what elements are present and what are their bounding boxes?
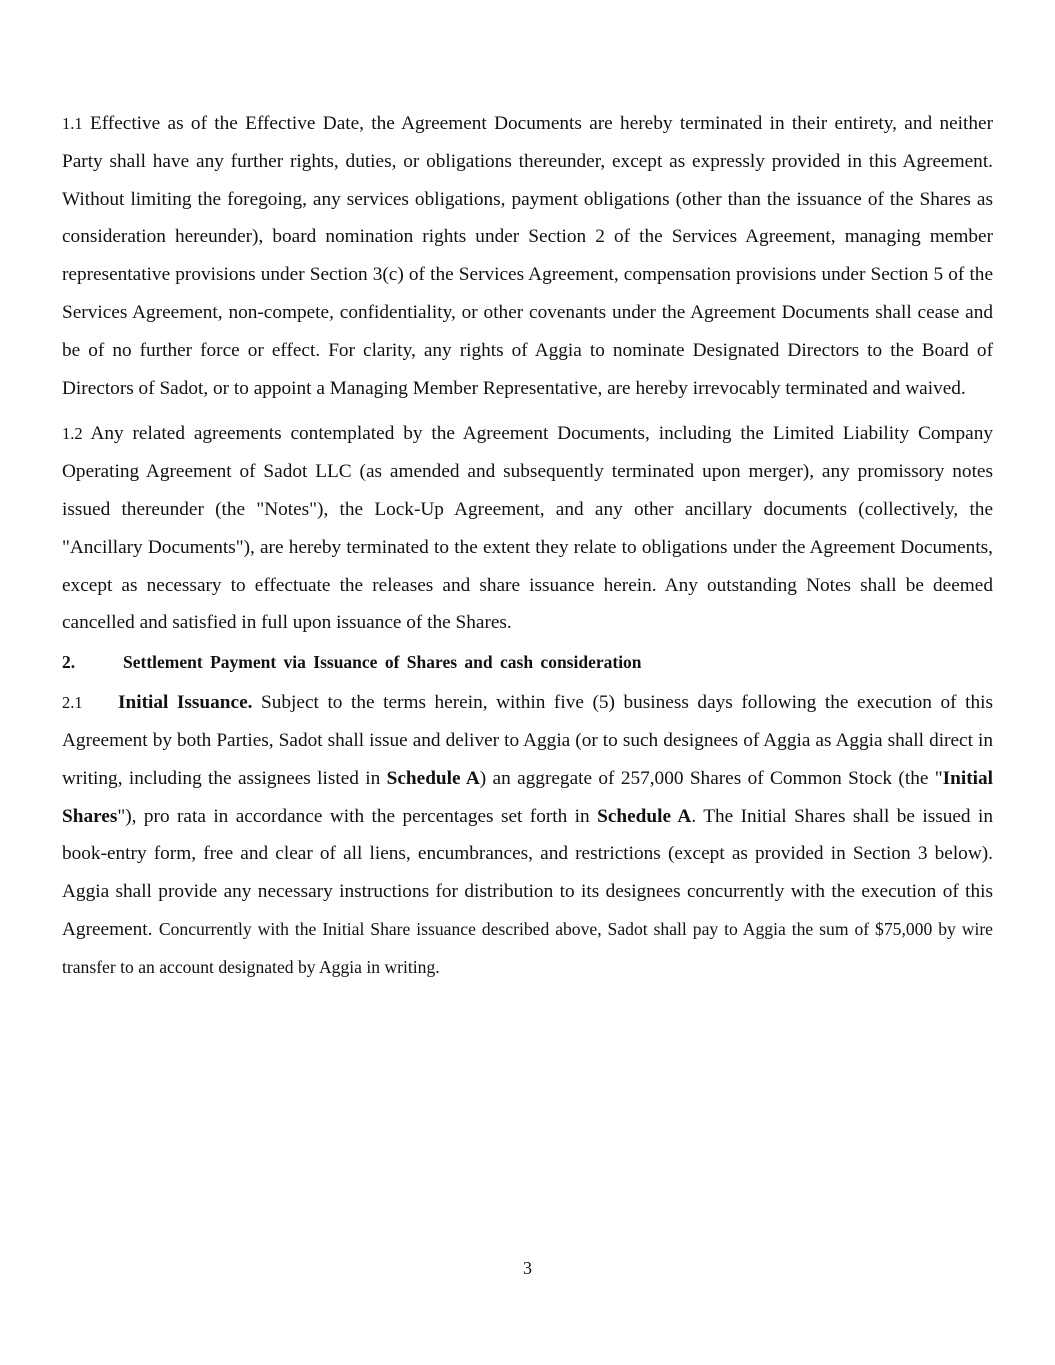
clause-number: 2.1 xyxy=(62,693,83,713)
paragraph-text: Any related agreements contemplated by the Agreement Documents, including the Limited Liability Company Operating Agreement of Sadot LLC (as amended and subsequently terminated upon merger), any promissory notes issued thereunder (the "Notes"), the Lock-Up Agreement, and any other ancillary documents (collectively, the "Ancillary Documents"), are hereby terminated to the extent they relate to obligations under the Agreement Documents, except as necessary to effectuate the releases and share issuance herein. Any outstanding Notes shall be deemed cancelled and satisfied in full upon issuance of the Shares. xyxy=(62,423,993,634)
paragraph-text: "), pro rata in accordance with the percentages set forth in xyxy=(117,805,590,827)
paragraph-1-2 xyxy=(62,415,993,642)
paragraph-text: ) an aggregate of 257,000 Shares of Common Stock (the " xyxy=(479,767,943,789)
paragraph-1-1 xyxy=(62,105,993,407)
paragraph-text: Subject to the terms herein, within five (5) business days following the execution of this Agreement by both Parties, Sadot shall issue and deliver to Aggia (or to such designees of Aggia as Aggia shall direct in writing, including the assignees listed in xyxy=(62,692,993,789)
page-number: 3 xyxy=(523,1258,532,1278)
section-title: Settlement Payment via Issuance of Shares and cash consideration xyxy=(123,652,642,673)
paragraph-2-1 xyxy=(62,684,993,986)
schedule-reference: Schedule A xyxy=(386,767,480,789)
clause-title: Initial Issuance. xyxy=(118,692,253,714)
schedule-reference: Schedule A xyxy=(597,805,692,827)
clause-number: 1.2 xyxy=(62,424,83,444)
paragraph-text: . The Initial Shares shall be issued in book-entry form, free and clear of all liens, encumbrances, and restrictions (except as provided in Section 3 below). Aggia shall provide any necessary instructions for distribution to its designees concurrently with the execution of this Agreement. xyxy=(62,805,993,940)
paragraph-text: Effective as of the Effective Date, the Agreement Documents are hereby terminated in their entirety, and neither Party shall have any further rights, duties, or obligations thereunder, except as expressly provided in this Agreement. Without limiting the foregoing, any services obligations, payment obligations (other than the issuance of the Shares as consideration hereunder), board nomination rights under Section 2 of the Services Agreement, managing member representative provisions under Section 3(c) of the Services Agreement, compensation provisions under Section 5 of the Services Agreement, non-compete, confidentiality, or other covenants under the Agreement Documents shall cease and be of no further force or effect. For clarity, any rights of Aggia to nominate Designated Directors to the Board of Directors of Sadot, or to appoint a Managing Member Representative, are hereby irrevocably terminated and waived. xyxy=(62,113,993,399)
section-2-heading xyxy=(62,646,993,678)
document-page xyxy=(62,105,993,987)
paragraph-text: Concurrently with the Initial Share issuance described above, Sadot shall pay to Aggia the sum of $75,000 by wire transfer to an account designated by Aggia in writing. xyxy=(62,918,993,977)
section-number: 2. xyxy=(62,652,76,673)
defined-term: Initial Shares xyxy=(62,767,993,827)
clause-number: 1.1 xyxy=(62,114,83,133)
